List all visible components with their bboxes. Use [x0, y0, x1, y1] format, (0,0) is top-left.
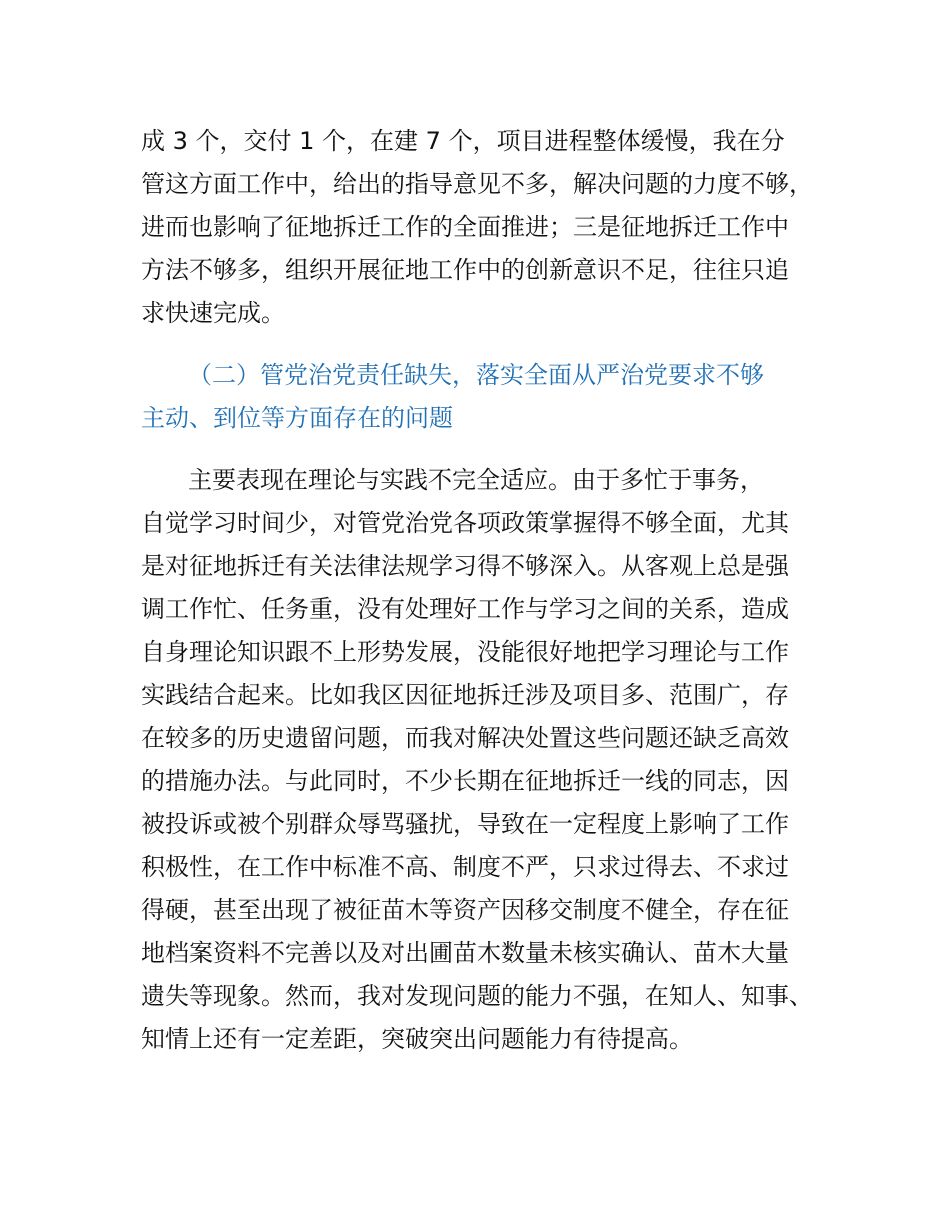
paragraph-line: 自觉学习时间少，对管党治党各项政策掌握得不够全面，尤其	[141, 509, 789, 537]
paragraph-line: 方法不够多，组织开展征地工作中的创新意识不足，往往只追	[141, 256, 789, 284]
paragraph-line: 实践结合起来。比如我区因征地拆迁涉及项目多、范围广，存	[141, 681, 789, 709]
paragraph-line: 积极性，在工作中标准不高、制度不严，只求过得去、不求过	[141, 853, 789, 881]
paragraph-line: 地档案资料不完善以及对出圃苗木数量未核实确认、苗木大量	[141, 939, 789, 967]
section-heading-line: （二）管党治党责任缺失，落实全面从严治党要求不够	[188, 361, 764, 389]
paragraph-line: 遗失等现象。然而，我对发现问题的能力不强，在知人、知事、	[141, 982, 813, 1010]
paragraph-line: 调工作忙、任务重，没有处理好工作与学习之间的关系，造成	[141, 595, 789, 623]
paragraph-line: 得硬，甚至出现了被征苗木等资产因移交制度不健全，存在征	[141, 896, 789, 924]
paragraph-line: 知情上还有一定差距，突破突出问题能力有待提高。	[141, 1025, 693, 1053]
paragraph-line: 成 3 个，交付 1 个，在建 7 个，项目进程整体缓慢，我在分	[141, 127, 785, 155]
paragraph-line: 在较多的历史遗留问题，而我对解决处置这些问题还缺乏高效	[141, 724, 789, 752]
paragraph-line: 的措施办法。与此同时，不少长期在征地拆迁一线的同志，因	[141, 767, 789, 795]
paragraph-line: 管这方面工作中，给出的指导意见不多，解决问题的力度不够，	[141, 170, 813, 198]
paragraph-line: 主要表现在理论与实践不完全适应。由于多忙于事务，	[188, 466, 764, 494]
paragraph-line: 自身理论知识跟不上形势发展，没能很好地把学习理论与工作	[141, 638, 789, 666]
paragraph-line: 是对征地拆迁有关法律法规学习得不够深入。从客观上总是强	[141, 552, 789, 580]
paragraph-line: 进而也影响了征地拆迁工作的全面推进；三是征地拆迁工作中	[141, 213, 789, 241]
paragraph-line: 求快速完成。	[141, 299, 285, 327]
section-heading-line: 主动、到位等方面存在的问题	[141, 404, 453, 432]
paragraph-line: 被投诉或被个别群众辱骂骚扰，导致在一定程度上影响了工作	[141, 810, 789, 838]
